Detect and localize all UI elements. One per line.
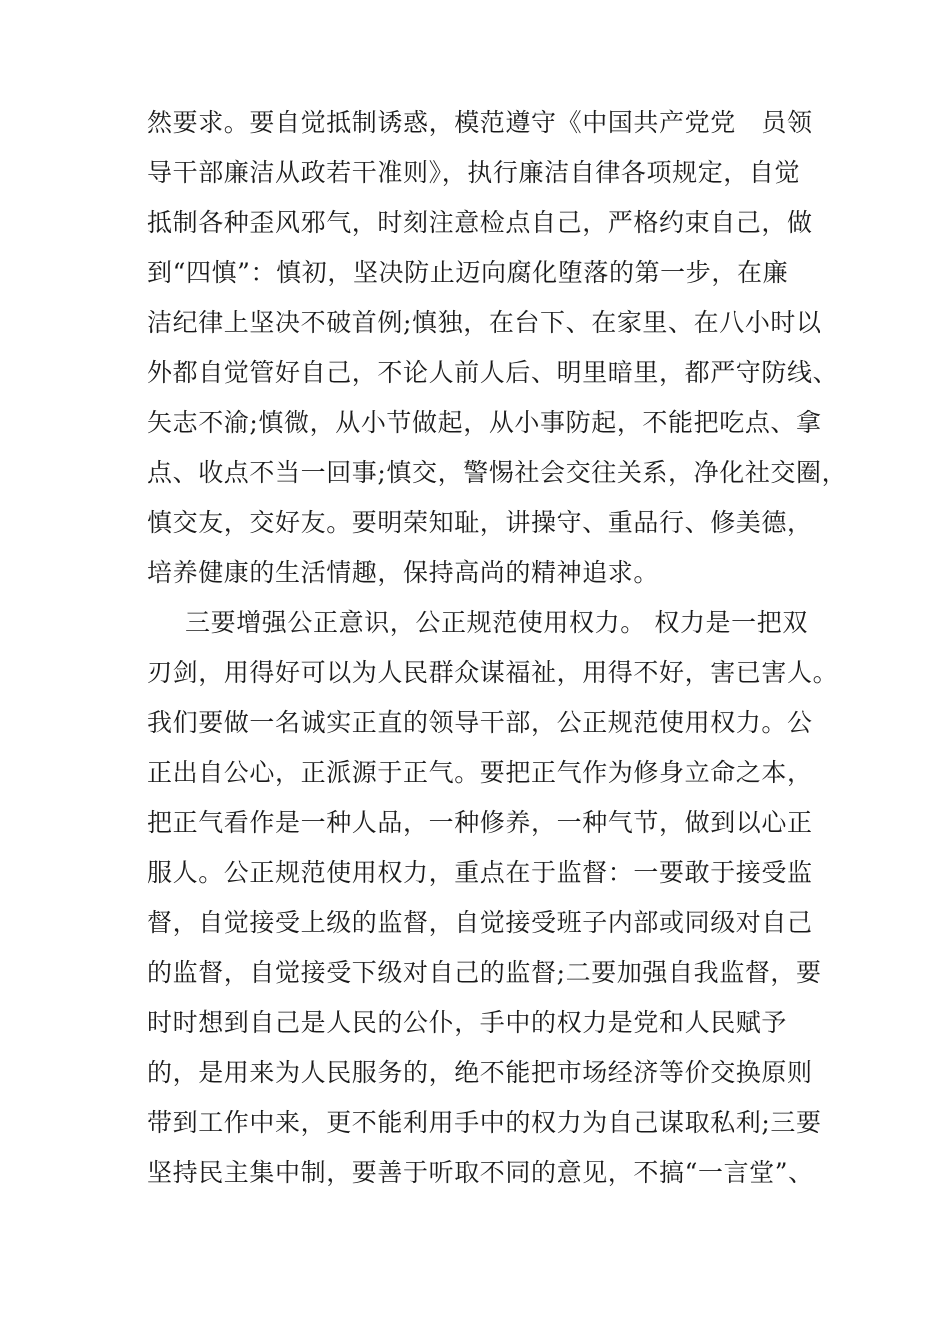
text-line: 我们要做一名诚实正直的领导干部，公正规范使用权力。公 (147, 708, 813, 737)
text-line: 督，自觉接受上级的监督，自觉接受班子内部或同级对自己 (147, 908, 813, 937)
text-line: 的监督，自觉接受下级对自己的监督;二要加强自我监督，要 (147, 958, 822, 987)
text-line: 洁纪律上坚决不破首例;慎独，在台下、在家里、在八小时以 (147, 308, 822, 337)
text-line: 点、收点不当一回事;慎交，警惕社会交往关系，净化社交圈， (147, 458, 848, 487)
text-line: 刃剑，用得好可以为人民群众谋福祉，用得不好，害已害人。 (147, 658, 839, 687)
text-line: 培养健康的生活情趣，保持高尚的精神追求。 (147, 558, 660, 587)
text-line: 到“四慎”：慎初，坚决防止迈向腐化堕落的第一步，在廉 (147, 258, 789, 287)
text-line: 正出自公心，正派源于正气。要把正气作为修身立命之本， (147, 758, 813, 787)
text-line: 服人。公正规范使用权力，重点在于监督：一要敢于接受监 (147, 858, 813, 887)
text-line: 坚持民主集中制，要善于听取不同的意见，不搞“一言堂”、 (147, 1158, 814, 1187)
document-body (147, 98, 848, 1198)
text-line: 抵制各种歪风邪气，时刻注意检点自己，严格约束自己，做 (147, 208, 813, 237)
text-line: 带到工作中来，更不能利用手中的权力为自己谋取私利;三要 (147, 1108, 822, 1137)
text-line: 把正气看作是一种人品，一种修养，一种气节，做到以心正 (147, 808, 813, 837)
text-line: 时时想到自己是人民的公仆，手中的权力是党和人民赋予 (147, 1008, 788, 1037)
text-line: 然要求。要自觉抵制诱惑，模范遵守《中国共产党党 员领 (147, 108, 813, 137)
text-line: 矢志不渝;慎微，从小节做起，从小事防起，不能把吃点、拿 (147, 408, 822, 437)
paragraph-start-line: 三要增强公正意识，公正规范使用权力。 权力是一把双 (185, 608, 808, 637)
text-line: 慎交友，交好友。要明荣知耻，讲操守、重品行、修美德， (147, 508, 813, 537)
text-line: 导干部廉洁从政若干准则》，执行廉洁自律各项规定，自觉 (147, 158, 801, 187)
text-line: 的，是用来为人民服务的，绝不能把市场经济等价交换原则 (147, 1058, 813, 1087)
text-line: 外都自觉管好自己，不论人前人后、明里暗里，都严守防线、 (147, 358, 839, 387)
